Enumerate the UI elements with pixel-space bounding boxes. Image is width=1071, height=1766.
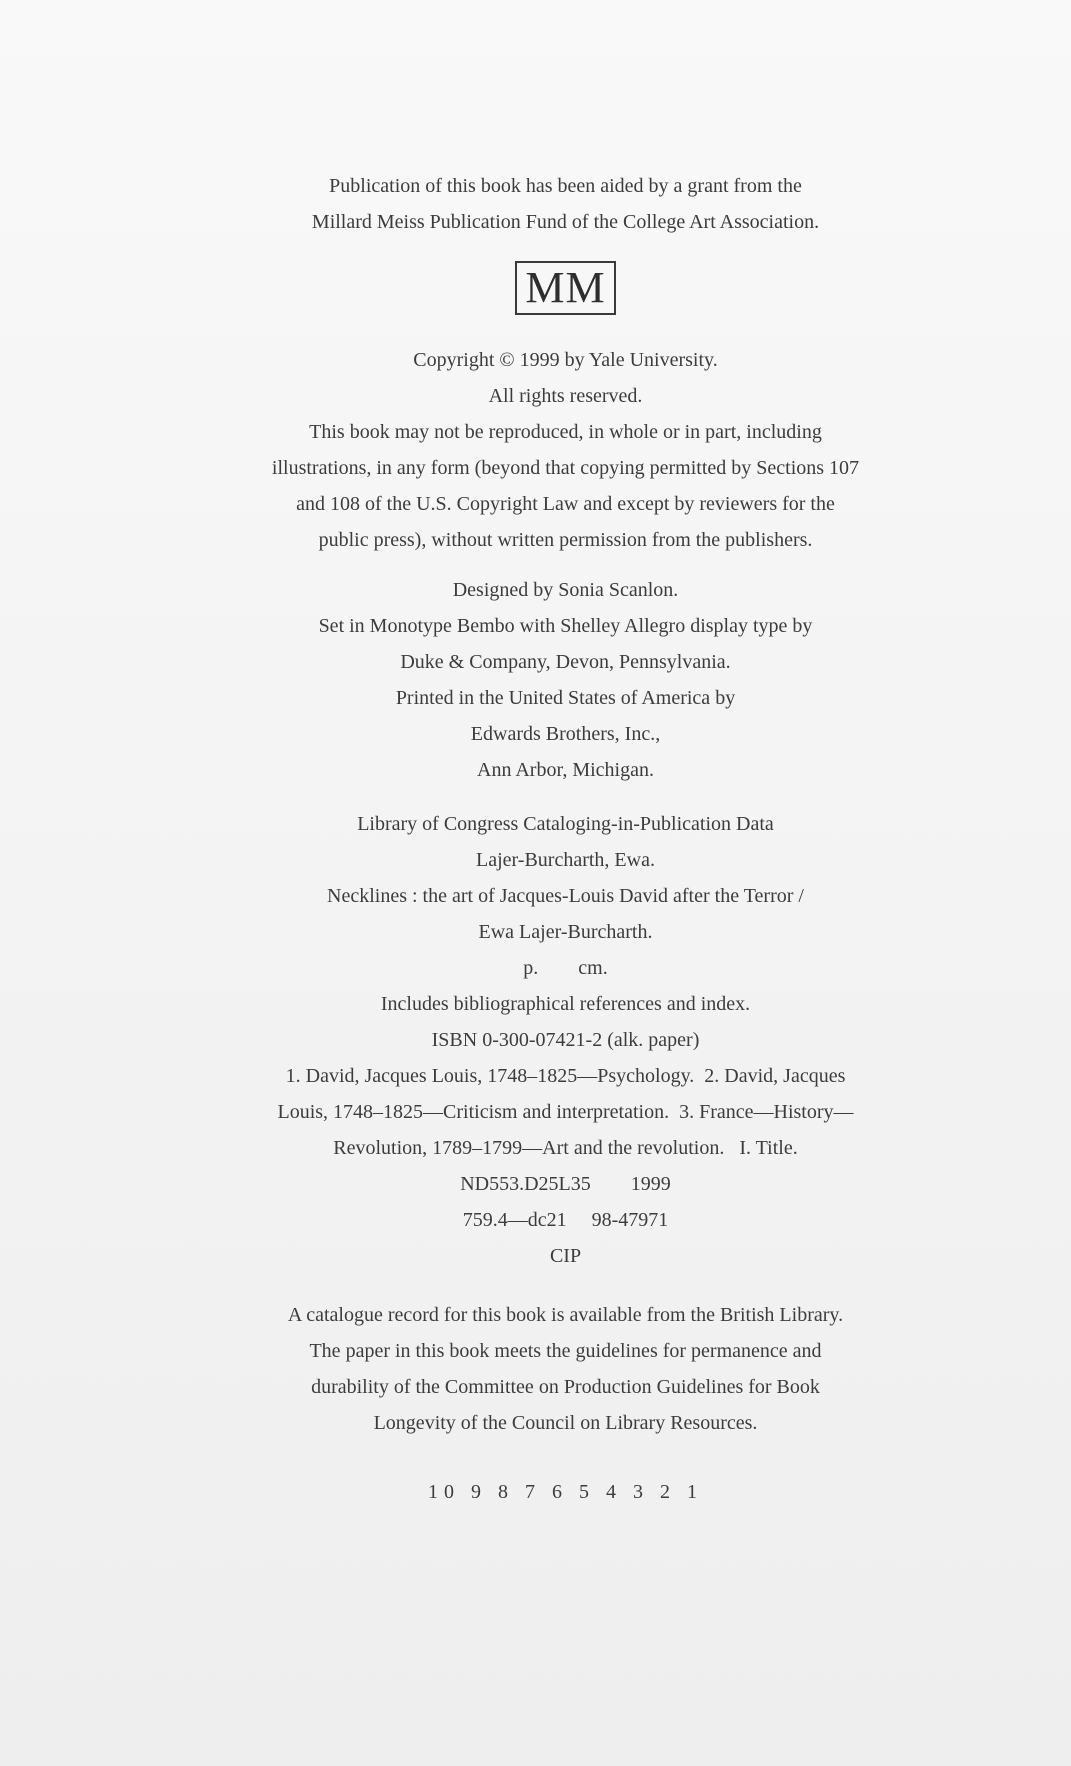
british-line: The paper in this book meets the guidelines for permanence and xyxy=(309,1340,822,1362)
printing-numbers: 10 9 8 7 6 5 4 3 2 1 xyxy=(428,1481,703,1503)
design-line: Printed in the United States of America by xyxy=(395,687,736,709)
cip-line: ND553.D25L35 1999 xyxy=(460,1173,671,1195)
copyright-line: All rights reserved. xyxy=(488,385,643,407)
cip-line: 759.4—dc21 98-47971 xyxy=(462,1209,669,1231)
grant-line: Millard Meiss Publication Fund of the College Art Association. xyxy=(311,211,820,233)
logo-block xyxy=(0,261,1071,315)
british-line: A catalogue record for this book is available from the British Library. xyxy=(287,1304,844,1326)
british-line: Longevity of the Council on Library Resources. xyxy=(373,1412,758,1434)
design-line: Edwards Brothers, Inc., xyxy=(470,723,661,745)
cip-line: Lajer-Burcharth, Ewa. xyxy=(476,849,655,871)
cip-line: Necklines : the art of Jacques-Louis David after the Terror / xyxy=(327,885,804,907)
cip-line: Louis, 1748–1825—Criticism and interpretation. 3. France—History— xyxy=(277,1101,854,1123)
copyright-line: Copyright © 1999 by Yale University. xyxy=(413,349,718,371)
grant-notice xyxy=(0,168,1071,240)
design-line: Ann Arbor, Michigan. xyxy=(477,759,654,781)
grant-line: Publication of this book has been aided by a grant from the xyxy=(329,175,802,197)
design-credits xyxy=(0,572,1071,788)
copyright-notice xyxy=(0,342,1071,558)
cip-line: Includes bibliographical references and index. xyxy=(380,993,751,1015)
cip-line: Ewa Lajer-Burcharth. xyxy=(478,921,653,943)
british-library-notice xyxy=(0,1297,1071,1441)
copyright-line: This book may not be reproduced, in whole or in part, including xyxy=(309,421,822,443)
copyright-line: and 108 of the U.S. Copyright Law and except by reviewers for the xyxy=(296,493,835,515)
cip-line: CIP xyxy=(549,1245,582,1267)
copyright-line: public press), without written permission from the publishers. xyxy=(318,529,813,551)
cip-data xyxy=(0,806,1071,1274)
design-line: Duke & Company, Devon, Pennsylvania. xyxy=(400,651,731,673)
copyright-line: illustrations, in any form (beyond that copying permitted by Sections 107 xyxy=(271,457,860,479)
cip-line: Library of Congress Cataloging-in-Publication Data xyxy=(357,813,774,835)
design-line: Designed by Sonia Scanlon. xyxy=(452,579,679,601)
cip-line: p. cm. xyxy=(523,957,608,979)
cip-line: Revolution, 1789–1799—Art and the revolution. I. Title. xyxy=(333,1137,798,1159)
cip-line: 1. David, Jacques Louis, 1748–1825—Psychology. 2. David, Jacques xyxy=(285,1065,846,1087)
mm-logo: MM xyxy=(515,261,615,315)
printing-line xyxy=(0,1474,1071,1510)
british-line: durability of the Committee on Production Guidelines for Book xyxy=(311,1376,820,1398)
cip-line: ISBN 0-300-07421-2 (alk. paper) xyxy=(431,1029,700,1051)
design-line: Set in Monotype Bembo with Shelley Allegro display type by xyxy=(318,615,813,637)
